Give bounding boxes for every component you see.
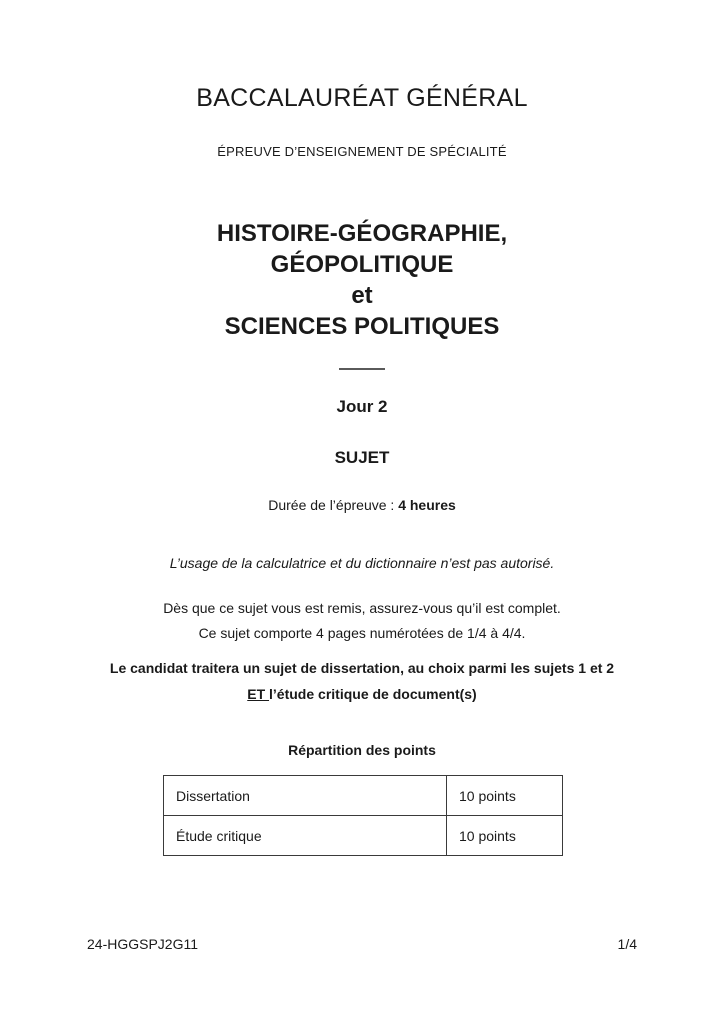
candidate-instructions: [0, 655, 724, 707]
subject-title-line-4: SCIENCES POLITIQUES: [224, 313, 500, 340]
subject-title-line-2: GÉOPOLITIQUE: [270, 251, 454, 278]
sujet-label: SUJET: [334, 448, 390, 467]
etude-critique-text: l’étude critique de document(s): [269, 686, 477, 702]
duration-label: Durée de l’épreuve :: [268, 497, 399, 513]
page-number: 1/4: [617, 936, 637, 952]
et-underlined: ET: [247, 686, 270, 702]
table-row: [164, 816, 563, 856]
candidate-instructions-line-2: [0, 681, 724, 707]
subject-title-block: [0, 218, 724, 342]
points-heading: Répartition des points: [288, 742, 436, 758]
page-subtitle: ÉPREUVE D’ENSEIGNEMENT DE SPÉCIALITÉ: [217, 144, 507, 159]
candidate-instructions-line-1: Le candidat traitera un sujet de dissertation, au choix parmi les sujets 1 et 2: [109, 660, 615, 676]
completeness-notice-line-2: Ce sujet comporte 4 pages numérotées de 1/4 à 4/4.: [198, 625, 526, 641]
document-reference: 24-HGGSPJ2G11: [87, 936, 199, 952]
row-label-etude-critique: Étude critique: [164, 816, 447, 856]
duration-value: 4 heures: [398, 497, 456, 513]
row-value-dissertation: 10 points: [447, 776, 563, 816]
table-row: [164, 776, 563, 816]
row-value-etude-critique: 10 points: [447, 816, 563, 856]
calculator-notice: L’usage de la calculatrice et du dictionnaire n’est pas autorisé.: [169, 555, 555, 571]
page-footer: [87, 936, 637, 952]
day-label: Jour 2: [336, 397, 388, 416]
row-label-dissertation: Dissertation: [164, 776, 447, 816]
subject-title-line-1: HISTOIRE-GÉOGRAPHIE,: [216, 220, 508, 247]
completeness-notice: [0, 596, 724, 646]
completeness-notice-line-1: Dès que ce sujet vous est remis, assurez-vous qu’il est complet.: [163, 600, 561, 616]
subject-title-line-3: et: [351, 282, 373, 309]
points-table: [163, 775, 563, 856]
page-title: BACCALAURÉAT GÉNÉRAL: [196, 84, 528, 112]
divider-rule: [339, 368, 385, 370]
duration-line: [0, 497, 724, 513]
